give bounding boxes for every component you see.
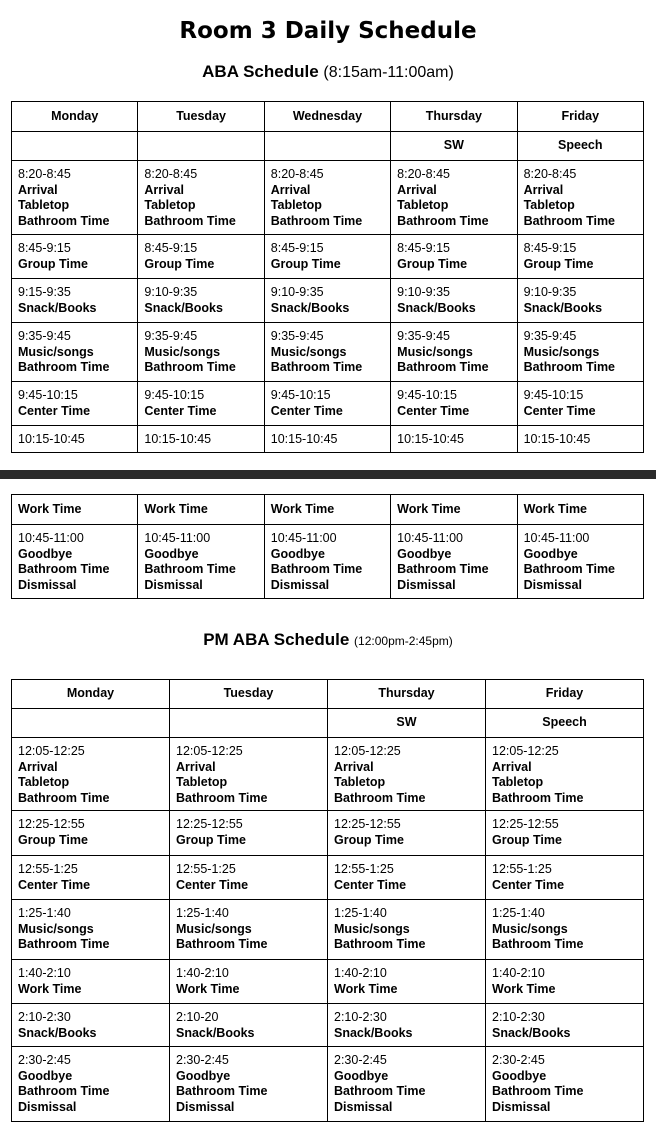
schedule-cell [328,960,486,1004]
activity-label: Goodbye [18,1068,73,1083]
page-divider [0,470,656,479]
time-range: 9:45-10:15 [18,388,78,402]
time-range: 2:10-2:30 [492,1010,545,1024]
activity-label: Bathroom Time [270,360,363,374]
activity-label: Bathroom Time [492,790,584,805]
am-schedule-table-continued [11,494,644,599]
schedule-cell [138,161,264,235]
activity-label: Goodbye [270,546,325,561]
activity-label: Bathroom Time [18,360,110,374]
time-range: 8:20-8:45 [397,167,450,181]
activity-label: Music/songs [144,344,221,359]
activity-label: Music/songs [270,344,347,359]
activity-label: Group Time [144,256,215,271]
schedule-cell [170,856,328,900]
activity-label: Group Time [492,832,562,847]
activity-label: Center Time [18,403,91,418]
activity-label: Bathroom Time [270,213,363,228]
activity-label: Arrival [523,182,564,197]
time-range: 10:15-10:45 [270,432,338,446]
time-range: 8:45-9:15 [18,241,71,255]
activity-label: Tabletop [18,198,70,212]
schedule-cell [170,900,328,960]
activity-label: Dismissal [270,577,330,592]
time-range: 10:45-11:00 [397,531,463,545]
time-range: 12:55-1:25 [334,862,394,876]
activity-label: Arrival [18,182,58,197]
time-range: 12:55-1:25 [176,862,236,876]
schedule-cell [12,811,170,856]
schedule-cell [486,1047,644,1122]
schedule-cell [170,811,328,856]
time-range: 12:05-12:25 [176,744,243,758]
schedule-cell [391,525,517,599]
day-header-tuesday: Tuesday [138,102,264,132]
day-header-friday: Friday [486,680,644,709]
time-range: 1:25-1:40 [18,906,71,920]
schedule-row [12,811,644,856]
schedule-cell [264,525,390,599]
activity-label: Dismissal [397,577,456,592]
time-range: 2:30-2:45 [176,1053,229,1067]
activity-label: Bathroom Time [144,213,236,228]
activity-label: Snack/Books [18,300,97,315]
time-range: 10:15-10:45 [144,432,212,446]
work-time-cell: Work Time [517,495,643,525]
activity-label: Bathroom Time [523,562,616,576]
activity-label: Bathroom Time [492,937,584,951]
time-range: 12:05-12:25 [492,744,559,758]
time-range: 9:35-9:45 [270,329,324,343]
schedule-row [12,279,644,323]
day-header-thursday: Thursday [391,102,517,132]
schedule-cell [517,235,643,279]
schedule-cell [264,323,390,382]
activity-label: Dismissal [18,577,77,592]
time-range: 9:10-9:35 [270,285,324,299]
day-header-friday: Friday [517,102,643,132]
schedule-cell [138,279,264,323]
activity-label: Group Time [397,256,468,271]
activity-label: Center Time [397,403,470,418]
activity-label: Bathroom Time [523,213,616,228]
activity-label: Bathroom Time [144,360,236,374]
time-range: 12:25-12:55 [334,817,401,831]
time-range: 8:20-8:45 [18,167,71,181]
schedule-cell [391,161,517,235]
activity-label: Bathroom Time [18,790,110,805]
schedule-row [12,323,644,382]
schedule-cell [391,382,517,426]
activity-label: Arrival [492,759,532,774]
activity-label: Bathroom Time [176,1084,268,1098]
activity-label: Music/songs [397,344,473,359]
activity-label: Snack/Books [270,300,350,315]
schedule-row [12,426,644,453]
time-range: 12:55-1:25 [492,862,552,876]
time-range: 9:10-9:35 [523,285,577,299]
pm-schedule-title: PM ABA Schedule [203,630,350,649]
time-range: 10:45-11:00 [523,531,590,545]
activity-label: Dismissal [144,577,203,592]
activity-label: Bathroom Time [18,937,110,951]
schedule-cell [517,525,643,599]
schedule-cell [138,426,264,453]
schedule-cell [391,426,517,453]
schedule-cell [264,382,390,426]
activity-label: Goodbye [523,546,578,561]
day-header-tuesday: Tuesday [170,680,328,709]
schedule-cell [12,323,138,382]
am-schedule-range: (8:15am-11:00am) [323,64,454,81]
schedule-cell [517,382,643,426]
pm-schedule-heading [0,630,656,650]
schedule-cell [170,1047,328,1122]
activity-label: Work Time [334,981,398,996]
time-range: 9:10-9:35 [144,285,198,299]
activity-label: Snack/Books [144,300,223,315]
activity-label: Tabletop [176,775,228,789]
activity-label: Group Time [334,832,404,847]
time-range: 10:15-10:45 [397,432,464,446]
time-range: 10:45-11:00 [18,531,84,545]
schedule-cell [328,1004,486,1047]
am-schedule-title: ABA Schedule [202,62,319,81]
time-range: 12:25-12:55 [492,817,559,831]
time-range: 10:15-10:45 [18,432,85,446]
schedule-row [12,738,644,811]
activity-label: Arrival [397,182,437,197]
activity-label: Tabletop [334,775,386,789]
activity-label: Snack/Books [523,300,603,315]
activity-label: Arrival [18,759,58,774]
work-time-cell: Work Time [12,495,138,525]
activity-label: Dismissal [176,1099,235,1114]
activity-label: Music/songs [523,344,600,359]
time-range: 2:10-2:30 [334,1010,387,1024]
activity-label: Tabletop [18,775,70,789]
work-time-cell: Work Time [391,495,517,525]
activity-label: Bathroom Time [492,1084,584,1098]
time-range: 9:35-9:45 [523,329,577,343]
schedule-cell [328,811,486,856]
schedule-cell [328,900,486,960]
activity-label: Snack/Books [334,1025,413,1040]
time-range: 1:40-2:10 [334,966,387,980]
schedule-row [12,900,644,960]
time-range: 8:45-9:15 [144,241,198,255]
activity-label: Goodbye [492,1068,547,1083]
activity-label: Bathroom Time [176,790,268,805]
schedule-row [12,525,644,599]
schedule-cell [391,279,517,323]
pm-schedule-range: (12:00pm-2:45pm) [354,634,453,648]
schedule-cell [138,382,264,426]
specials-row [12,132,644,161]
activity-label: Snack/Books [176,1025,255,1040]
time-range: 12:25-12:55 [18,817,85,831]
schedule-cell [12,161,138,235]
schedule-cell [517,161,643,235]
activity-label: Tabletop [523,198,575,212]
time-range: 10:15-10:45 [523,432,591,446]
time-range: 8:20-8:45 [270,167,324,181]
activity-label: Bathroom Time [334,790,426,805]
activity-label: Group Time [18,256,88,271]
schedule-cell [391,323,517,382]
schedule-cell [170,1004,328,1047]
am-schedule-table [11,101,644,453]
am-schedule-heading [0,62,656,82]
time-range: 9:45-10:15 [144,388,205,402]
activity-label: Goodbye [397,546,452,561]
schedule-cell [328,738,486,811]
activity-label: Bathroom Time [334,937,426,951]
schedule-cell [517,279,643,323]
schedule-cell [12,900,170,960]
schedule-cell [12,1047,170,1122]
activity-label: Bathroom Time [144,562,236,576]
activity-label: Center Time [492,877,565,892]
activity-label: Dismissal [523,577,582,592]
activity-label: Tabletop [397,198,449,212]
time-range: 1:25-1:40 [334,906,387,920]
special-cell [264,132,390,161]
activity-label: Center Time [523,403,596,418]
activity-label: Work Time [18,981,82,996]
schedule-cell [12,235,138,279]
time-range: 2:30-2:45 [334,1053,387,1067]
schedule-cell [486,856,644,900]
day-header-thursday: Thursday [328,680,486,709]
time-range: 1:25-1:40 [176,906,229,920]
schedule-cell [12,738,170,811]
schedule-row [12,235,644,279]
activity-label: Bathroom Time [397,562,489,576]
activity-label: Music/songs [176,921,252,936]
special-cell [138,132,264,161]
page-title: Room 3 Daily Schedule [179,18,477,44]
time-range: 9:45-10:15 [270,388,331,402]
schedule-row [12,960,644,1004]
time-range: 8:20-8:45 [144,167,198,181]
activity-label: Arrival [176,759,216,774]
activity-label: Tabletop [144,198,196,212]
work-time-cell: Work Time [264,495,390,525]
schedule-cell [517,426,643,453]
time-range: 10:45-11:00 [144,531,211,545]
activity-label: Bathroom Time [523,360,616,374]
day-header-row [12,102,644,132]
time-range: 9:35-9:45 [18,329,71,343]
activity-label: Music/songs [492,921,568,936]
activity-label: Work Time [176,981,240,996]
activity-label: Arrival [144,182,184,197]
schedule-cell [264,279,390,323]
special-cell: Speech [486,709,644,738]
time-range: 9:45-10:15 [397,388,457,402]
schedule-cell [170,960,328,1004]
activity-label: Bathroom Time [334,1084,426,1098]
time-range: 9:45-10:15 [523,388,584,402]
activity-label: Goodbye [18,546,73,561]
activity-label: Snack/Books [397,300,476,315]
time-range: 2:30-2:45 [492,1053,545,1067]
time-range: 2:10-20 [176,1010,219,1024]
time-range: 12:05-12:25 [334,744,401,758]
specials-row [12,709,644,738]
time-range: 1:40-2:10 [176,966,229,980]
activity-label: Work Time [492,981,556,996]
activity-label: Dismissal [18,1099,77,1114]
activity-label: Tabletop [270,198,322,212]
special-cell [12,709,170,738]
schedule-cell [12,426,138,453]
activity-label: Bathroom Time [176,937,268,951]
special-cell: Speech [517,132,643,161]
activity-label: Tabletop [492,775,544,789]
time-range: 12:05-12:25 [18,744,85,758]
activity-label: Center Time [270,403,343,418]
activity-label: Music/songs [18,344,94,359]
work-time-row [12,495,644,525]
time-range: 1:25-1:40 [492,906,545,920]
time-range: 1:40-2:10 [18,966,71,980]
activity-label: Music/songs [18,921,94,936]
schedule-cell [486,960,644,1004]
activity-label: Bathroom Time [397,360,489,374]
time-range: 2:30-2:45 [18,1053,71,1067]
work-time-cell: Work Time [138,495,264,525]
day-header-row [12,680,644,709]
activity-label: Music/songs [334,921,410,936]
schedule-cell [12,856,170,900]
activity-label: Dismissal [492,1099,551,1114]
schedule-cell [264,161,390,235]
time-range: 12:55-1:25 [18,862,78,876]
schedule-cell [170,738,328,811]
schedule-cell [12,1004,170,1047]
activity-label: Snack/Books [18,1025,97,1040]
day-header-wednesday: Wednesday [264,102,390,132]
schedule-cell [264,426,390,453]
activity-label: Bathroom Time [397,213,489,228]
day-header-monday: Monday [12,680,170,709]
schedule-cell [12,960,170,1004]
schedule-cell [486,900,644,960]
schedule-cell [138,525,264,599]
time-range: 1:40-2:10 [492,966,545,980]
activity-label: Arrival [270,182,311,197]
special-cell: SW [328,709,486,738]
day-header-monday: Monday [12,102,138,132]
time-range: 2:10-2:30 [18,1010,71,1024]
special-cell [170,709,328,738]
time-range: 8:45-9:15 [270,241,324,255]
schedule-cell [12,525,138,599]
activity-label: Group Time [270,256,341,271]
activity-label: Center Time [176,877,249,892]
activity-label: Bathroom Time [18,1084,110,1098]
activity-label: Goodbye [334,1068,389,1083]
schedule-cell [486,1004,644,1047]
time-range: 9:35-9:45 [397,329,450,343]
activity-label: Bathroom Time [18,213,110,228]
activity-label: Bathroom Time [18,562,110,576]
schedule-cell [328,856,486,900]
activity-label: Center Time [144,403,217,418]
time-range: 10:45-11:00 [270,531,337,545]
time-range: 8:45-9:15 [397,241,450,255]
activity-label: Arrival [334,759,374,774]
activity-label: Goodbye [144,546,199,561]
schedule-cell [12,382,138,426]
activity-label: Center Time [18,877,91,892]
schedule-cell [12,279,138,323]
special-cell [12,132,138,161]
schedule-row [12,856,644,900]
schedule-cell [138,235,264,279]
schedule-cell [328,1047,486,1122]
schedule-row [12,1004,644,1047]
activity-label: Goodbye [176,1068,231,1083]
activity-label: Bathroom Time [270,562,363,576]
schedule-row [12,1047,644,1122]
time-range: 9:35-9:45 [144,329,198,343]
activity-label: Group Time [176,832,246,847]
schedule-cell [391,235,517,279]
activity-label: Group Time [523,256,594,271]
schedule-cell [517,323,643,382]
special-cell: SW [391,132,517,161]
activity-label: Snack/Books [492,1025,571,1040]
schedule-row [12,382,644,426]
schedule-cell [138,323,264,382]
time-range: 9:10-9:35 [397,285,450,299]
time-range: 8:20-8:45 [523,167,577,181]
activity-label: Dismissal [334,1099,393,1114]
pm-schedule-table [11,679,644,1122]
schedule-cell [264,235,390,279]
activity-label: Center Time [334,877,407,892]
schedule-cell [486,811,644,856]
activity-label: Group Time [18,832,88,847]
time-range: 8:45-9:15 [523,241,577,255]
time-range: 9:15-9:35 [18,285,71,299]
schedule-row [12,161,644,235]
schedule-cell [486,738,644,811]
time-range: 12:25-12:55 [176,817,243,831]
